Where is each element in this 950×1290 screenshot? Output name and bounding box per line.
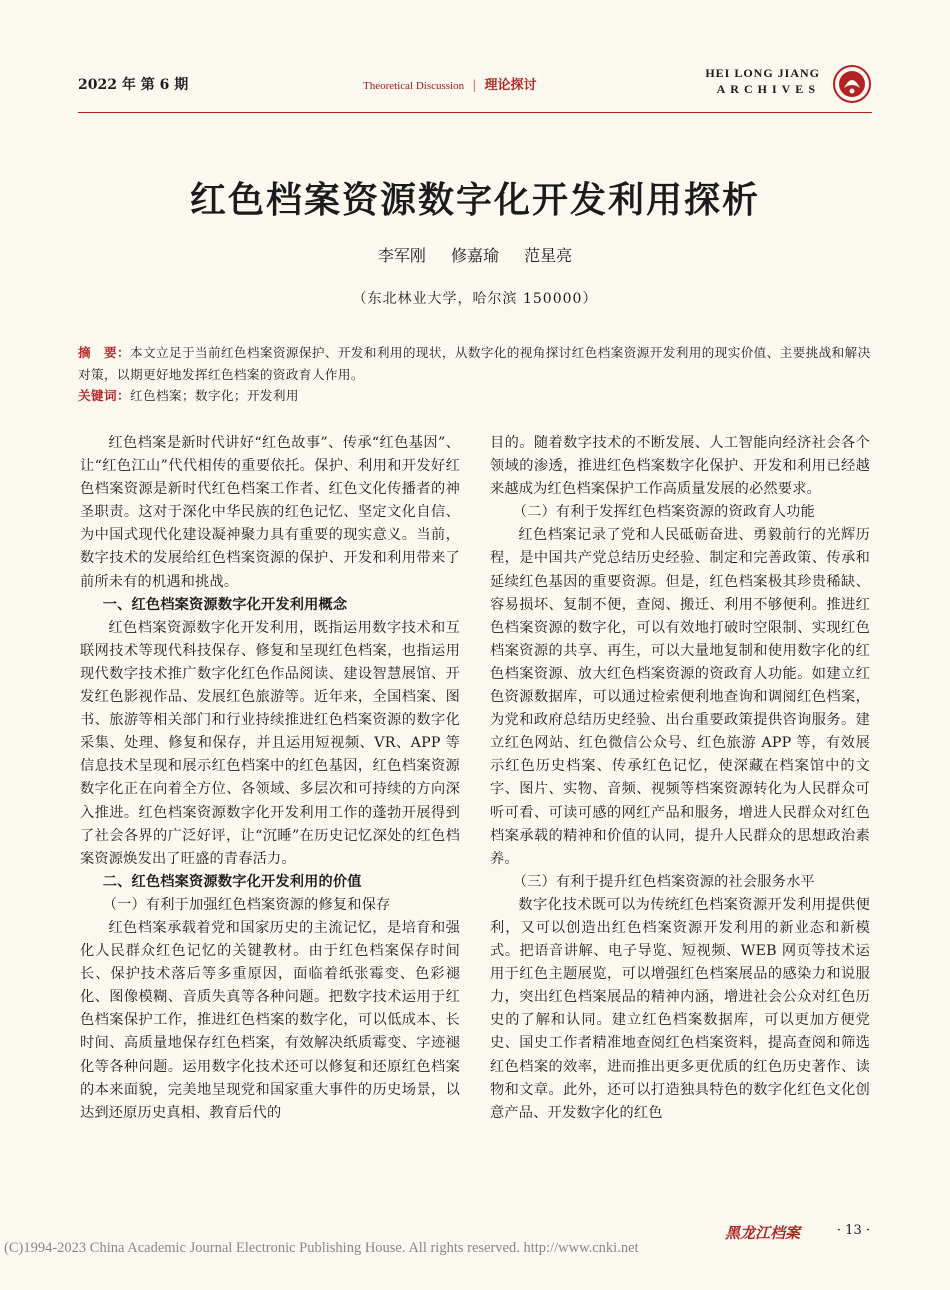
subsection-heading: （二）有利于发挥红色档案资源的资政育人功能: [512, 504, 815, 521]
page-number: · 13 ·: [836, 1223, 870, 1238]
abstract-label: 摘 要：: [78, 345, 130, 360]
author-affiliation: （东北林业大学，哈尔滨 150000）: [352, 291, 598, 307]
abstract-text: 本文立足于当前红色档案资源保护、开发和利用的现状，从数字化的视角探讨红色档案资源开发利用的现实价值、主要挑战和解决对策，以期更好地发挥红色档案的资政育人作用。: [78, 345, 871, 382]
section-label: [363, 74, 536, 94]
section-heading: 二、红色档案资源数字化开发利用的价值: [102, 873, 362, 890]
journal-logo-icon: [832, 64, 872, 104]
author-name: 李军刚: [377, 246, 426, 265]
author-name: 范星亮: [524, 246, 573, 265]
body-paragraph: 红色档案是新时代讲好“红色故事”、传承“红色基因”、让“红色江山”代代相传的重要依托。保护、利用和开发好红色档案资源是新时代红色档案工作者、红色文化传播者的神圣职责。这对于深化中华民族的红色记忆、坚定文化自信、为中国式现代化建设凝神聚力具有重要的现实意义。当前，数字技术的发展给红色档案资源的保护、开发和利用带来了前所未有的机遇和挑战。: [80, 435, 460, 590]
body-paragraph: 红色档案资源数字化开发利用，既指运用数字技术和互联网技术等现代科技保存、修复和呈现红色档案，也指运用现代数字技术推广数字化红色作品阅读、建设智慧展馆、开发红色影视作品、发展红色旅游等。近年来，全国档案、图书、旅游等相关部门和行业持续推进红色档案资源的数字化采集、处理、修复和保存，并且运用短视频、VR、APP 等信息技术呈现和展示红色档案中的红色基因，红色档案资源数字化正在向着全方位、各领域、多层次和可持续的方向深入推进。红色档案资源数字化开发利用工作的蓬勃开展得到了社会各界的广泛好评，让“沉睡”在历史记忆深处的红色档案资源焕发出了旺盛的青春活力。: [80, 619, 460, 867]
keywords-label: 关键词：: [78, 388, 130, 403]
section-label-en: Theoretical Discussion: [363, 80, 465, 92]
abstract: [78, 342, 872, 386]
article-title: 红色档案资源数字化开发利用探析: [189, 180, 760, 221]
body-paragraph: 红色档案记录了党和人民砥砺奋进、勇毅前行的光辉历程，是中国共产党总结历史经验、制定和完善政策、传承和延续红色基因的重要资源。但是，红色档案极其珍贵稀缺、容易损坏、复制不便，查阅、搬迁、利用不够便利。推进红色档案资源的数字化，可以有效地打破时空限制、实现红色档案资源的共享、再生，可以大量地复制和使用数字化的红色档案资源、放大红色档案资源的资政育人功能。如建立红色资源数据库，可以通过检索便利地查询和调阅红色档案，为党和政府总结历史经验、出台重要政策提供咨询服务。建立红色网站、红色微信公众号、红色旅游 APP 等，有效展示红色历史档案、传承红色记忆，使深藏在档案馆中的文字、图片、实物、音频、视频等档案资源转化为人民群众可听可看、可读可感的网红产品和服务，增进人民群众对红色档案承载的精神和价值的认同，提升人民群众的思想政治素养。: [490, 527, 870, 867]
page-header: [78, 62, 872, 112]
journal-brand: 黑龙江档案: [724, 1224, 800, 1242]
section-label-cn: 理论探讨: [484, 78, 537, 93]
keywords: [78, 385, 872, 407]
author-name: 修嘉瑜: [450, 246, 499, 265]
left-column: [80, 432, 460, 1125]
journal-name-line1: HEI LONG JIANG: [705, 66, 820, 80]
copyright-notice: (C)1994-2023 China Academic Journal Electronic Publishing House. All rights reserved. http://www.cnki.net: [4, 1240, 639, 1256]
issue-number: 2022 年 第 6 期: [78, 77, 189, 93]
body-paragraph: 红色档案承载着党和国家历史的主流记忆，是培育和强化人民群众红色记忆的关键教材。由于红色档案保存时间长、保护技术落后等多重原因，面临着纸张霉变、色彩褪化、图像模糊、音质失真等各种问题。把数字技术运用于红色档案保护工作，推进红色档案的数字化，可以低成本、长时间、高质量地保存红色档案，有效解决纸质霉变、字迹褪化等各种问题。运用数字化技术还可以修复和还原红色档案的本来面貌，完美地呈现党和国家重大事件的历史场景，以达到还原历史真相、教育后代的: [80, 919, 460, 1121]
keywords-text: 红色档案；数字化；开发利用: [129, 388, 299, 403]
journal-name-en: [705, 65, 820, 97]
author-list: [0, 243, 950, 266]
subsection-heading: （三）有利于提升红色档案资源的社会服务水平: [512, 873, 815, 890]
subsection-heading: （一）有利于加强红色档案资源的修复和保存: [102, 896, 391, 913]
header-rule: [78, 112, 872, 113]
journal-name-line2: ARCHIVES: [716, 82, 820, 96]
right-column: [490, 432, 870, 1125]
body-paragraph: 目的。随着数字技术的不断发展、人工智能向经济社会各个领域的渗透，推进红色档案数字化保护、开发和利用已经越来越成为红色档案保护工作高质量发展的必然要求。: [490, 435, 870, 498]
body-paragraph: 数字化技术既可以为传统红色档案资源开发利用提供便利，又可以创造出红色档案资源开发利用的新业态和新模式。把语音讲解、电子导览、短视频、WEB 网页等技术运用于红色主题展览，可以增强红色档案展品的感染力和说服力，突出红色档案展品的精神内涵，增进社会公众对红色历史的了解和认同。建立红色档案数据库，可以更加方便党史、国史工作者精准地查阅红色档案资料，提高查阅和筛选红色档案的效率，进而推出更多更优质的红色历史著作、读物和文章。此外，还可以打造独具特色的数字化红色文化创意产品、开发数字化的红色: [490, 896, 870, 1121]
section-heading: 一、红色档案资源数字化开发利用概念: [102, 596, 348, 613]
section-separator: |: [472, 78, 476, 93]
